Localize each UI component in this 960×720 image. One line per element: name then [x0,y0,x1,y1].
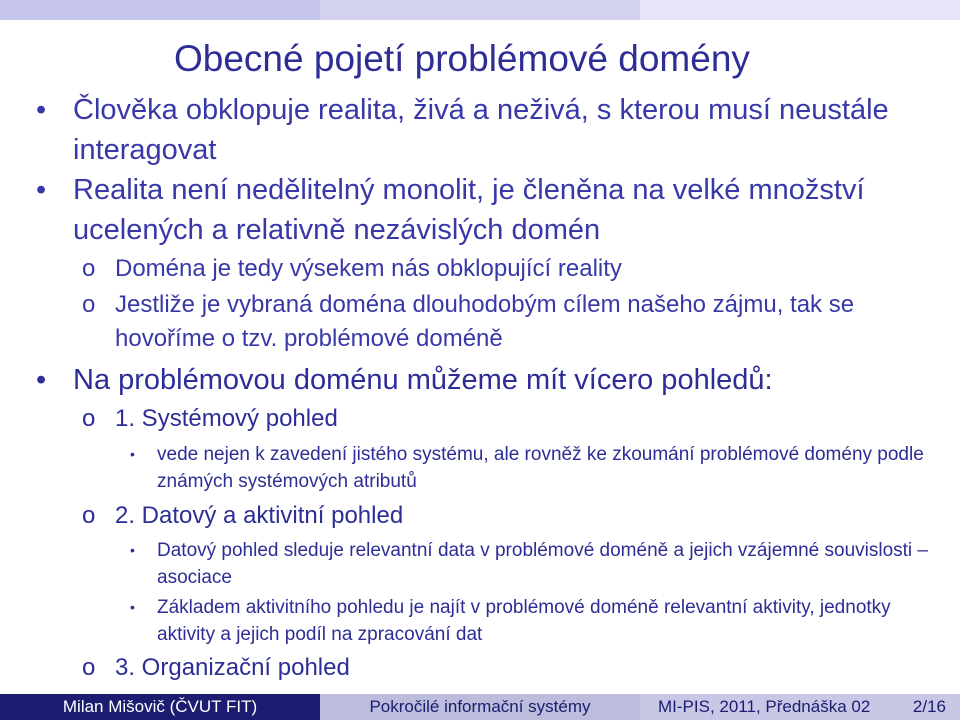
sub-bullet-marker: o [82,654,96,681]
bullet-1-text: Člověka obklopuje realita, živá a neživá, s kterou musí neustále interagovat [73,94,889,166]
footer-course: Pokročilé informační systémy [320,694,640,720]
bullet-3-text: Na problémovou doménu můžeme mít vícero pohledů: [73,364,773,396]
sub-sub-bullet-marker: • [130,599,135,615]
slide-footer [0,694,960,720]
bullet-marker: • [36,174,47,206]
bullet-3-sub-2-text: 2. Datový a aktivitní pohled [115,502,404,529]
bullet-3-sub-2-item-a-text: Datový pohled sleduje relevantní data v problémové doméně a jejich vzájemné souvislosti – asociace [157,540,928,588]
footer-lecture-info [640,694,960,720]
footer-lecture: MI-PIS, 2011, Přednáška 02 [658,697,871,716]
top-bar-segment-left [0,0,320,20]
bullet-2-text: Realita není nedělitelný monolit, je členěna na velké množství ucelených a relativně nezávislých domén [73,174,865,246]
bullet-marker: • [36,94,47,126]
top-bar-segment-middle [320,0,640,20]
footer-author: Milan Mišovič (ČVUT FIT) [0,694,320,720]
sub-bullet-marker: o [82,255,96,282]
sub-sub-bullet-marker: • [130,542,135,558]
sub-bullet-marker: o [82,502,96,529]
bullet-3-sub-3-text: 3. Organizační pohled [115,654,350,681]
bullet-2-sub-1-text: Doména je tedy výsekem nás obklopující reality [115,255,622,282]
bullet-2-sub-2-text: Jestliže je vybraná doména dlouhodobým cílem našeho zájmu, tak se hovoříme o tzv. problémové doméně [115,291,855,352]
top-bar-segment-right [640,0,960,20]
sub-sub-bullet-marker: • [130,446,135,462]
top-decoration-bar [0,0,960,20]
bullet-3-sub-1-item-a-text: vede nejen k zavedení jistého systému, ale rovněž ke zkoumání problémové domény podle známých systémových atributů [157,444,924,492]
sub-bullet-marker: o [82,291,96,318]
slide-title: Obecné pojetí problémové domény [174,38,750,79]
bullet-3-sub-2-item-b-text: Základem aktivitního pohledu je najít v problémové doméně relevantní aktivity, jednotky aktivity a jejich podíl na zpracování dat [157,597,891,645]
bullet-3-sub-1-text: 1. Systémový pohled [115,405,338,432]
footer-page-number: 2/16 [912,697,946,716]
sub-bullet-marker: o [82,405,96,432]
bullet-marker: • [36,364,47,396]
